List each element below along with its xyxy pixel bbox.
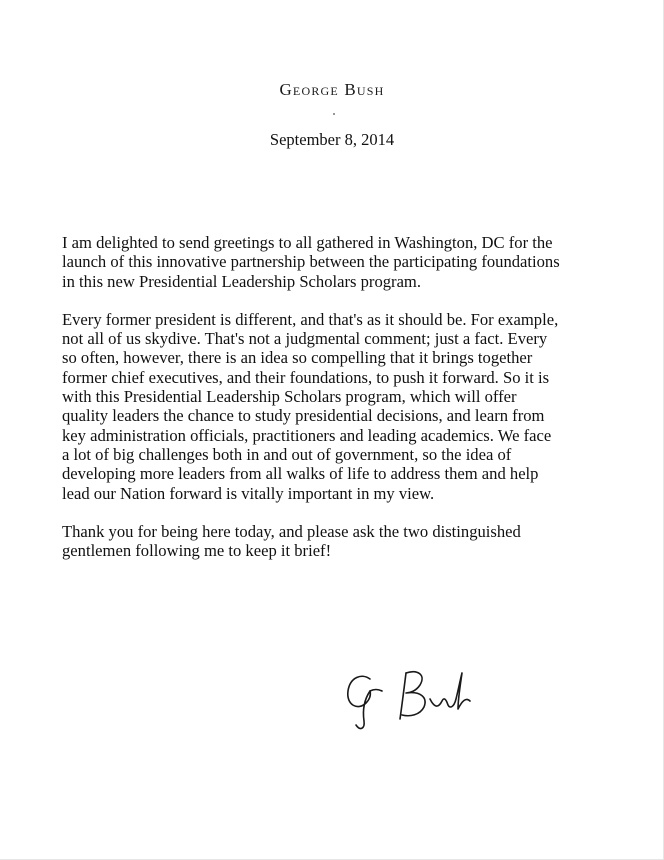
paragraph-2 <box>62 310 622 503</box>
letter-date: September 8, 2014 <box>269 130 395 149</box>
letter-body <box>62 233 622 579</box>
paragraph-3 <box>62 522 622 561</box>
paragraph-line: quality leaders the chance to study presidential decisions, and learn from <box>62 406 545 426</box>
paragraph-line: in this new Presidential Leadership Scholars program. <box>62 271 421 291</box>
paragraph-line: a lot of big challenges both in and out of government, so the idea of <box>62 444 512 464</box>
paragraph-line: gentlemen following me to keep it brief! <box>62 541 332 561</box>
signature-g-stroke <box>348 676 371 728</box>
paragraph-1 <box>62 233 622 291</box>
paragraph-line: I am delighted to send greetings to all gathered in Washington, DC for the <box>62 233 553 252</box>
letterhead-dot <box>333 113 335 115</box>
signature-b-stem <box>400 673 406 719</box>
paragraph-line: with this Presidential Leadership Scholars program, which will offer <box>62 387 517 407</box>
paragraph-line: developing more leaders from all walks of life to address them and help <box>62 464 539 484</box>
paragraph-line: key administration officials, practitioners and leading academics. We face <box>62 425 552 445</box>
paragraph-line: Every former president is different, and that's as it should be. For example, <box>62 309 559 329</box>
paragraph-line: former chief executives, and their foundations, to push it forward. So it is <box>62 367 550 387</box>
paragraph-line: launch of this innovative partnership between the participating foundations <box>62 252 560 272</box>
signature-ush-stroke <box>430 673 470 709</box>
letterhead-name: George Bush <box>279 80 385 99</box>
handwritten-signature <box>340 655 500 735</box>
paragraph-line: not all of us skydive. That's not a judgmental comment; just a fact. Every <box>62 329 548 349</box>
signature-g-tail <box>370 690 382 692</box>
paragraph-line: lead our Nation forward is vitally important in my view. <box>62 483 435 503</box>
paragraph-line: Thank you for being here today, and please ask the two distinguished <box>62 521 521 541</box>
paragraph-line: so often, however, there is an idea so compelling that it brings together <box>62 348 533 368</box>
